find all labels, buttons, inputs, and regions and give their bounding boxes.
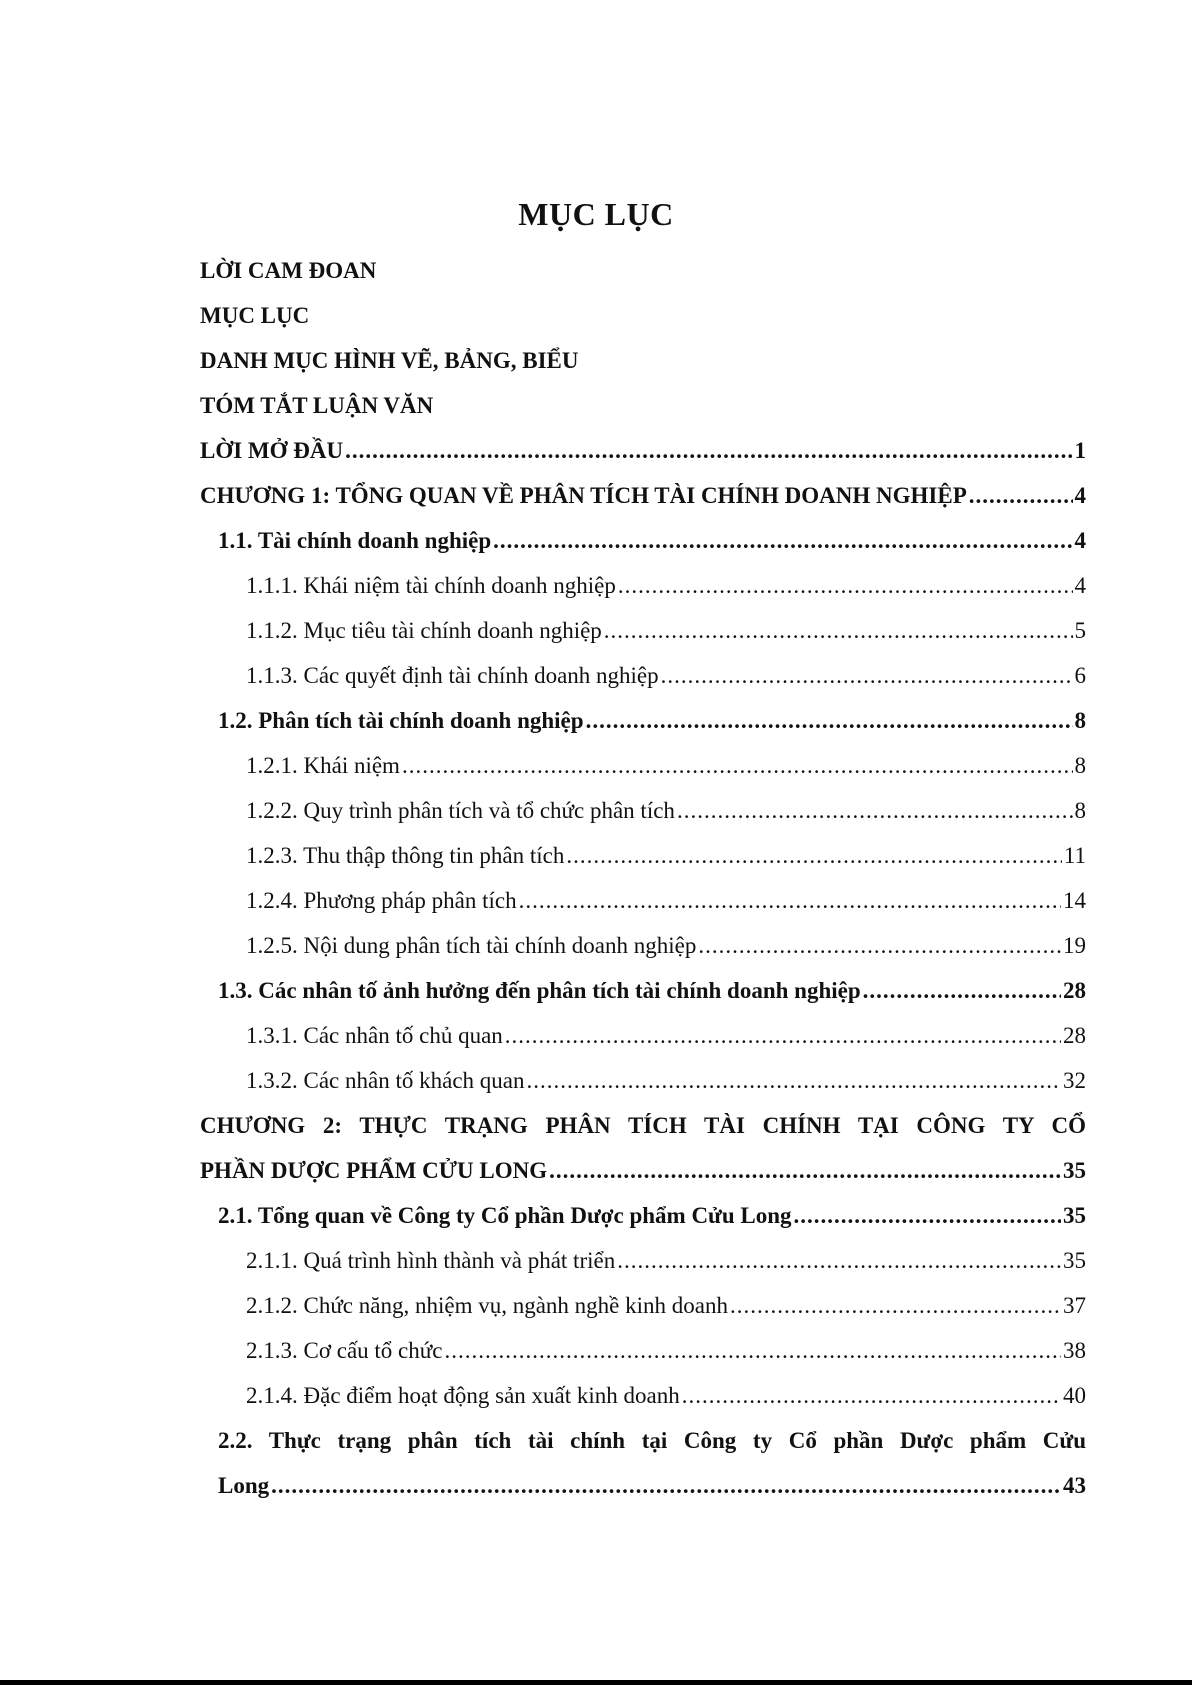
toc-entry-label: CHƯƠNG 2: THỰC TRẠNG PHÂN TÍCH TÀI CHÍNH TẠI CÔNG TY CỔ [200, 1113, 1086, 1138]
toc-page-number: 35 [1063, 1248, 1086, 1273]
toc-leader-dots [730, 1283, 1061, 1328]
toc-entry[interactable] [200, 923, 1086, 968]
toc-leader-dots [618, 563, 1073, 608]
toc-entry[interactable] [200, 1418, 1086, 1463]
toc-entry-label: 1.2.4. Phương pháp phân tích [246, 888, 517, 913]
toc-entry-label: 1.3. Các nhân tố ảnh hưởng đến phân tích tài chính doanh nghiệp [218, 978, 861, 1003]
toc-entry-label: 1.1.2. Mục tiêu tài chính doanh nghiệp [246, 618, 602, 643]
toc-entry[interactable] [200, 473, 1086, 518]
toc-leader-dots [698, 923, 1061, 968]
toc-entry[interactable] [200, 1103, 1086, 1148]
toc-page-number: 4 [1074, 483, 1086, 508]
toc-page-number: 14 [1063, 888, 1086, 913]
toc-entry[interactable] [200, 1013, 1086, 1058]
toc-entry-label: CHƯƠNG 1: TỔNG QUAN VỀ PHÂN TÍCH TÀI CHÍNH DOANH NGHIỆP [200, 483, 967, 508]
toc-leader-dots [969, 473, 1073, 518]
toc-leader-dots [549, 1148, 1061, 1193]
toc-entry[interactable] [200, 1373, 1086, 1418]
toc-entry-label: 2.1. Tổng quan về Công ty Cổ phần Dược phẩm Cửu Long [218, 1203, 792, 1228]
toc-entry[interactable] [200, 788, 1086, 833]
toc-entry-label: DANH MỤC HÌNH VẼ, BẢNG, BIỂU [200, 348, 579, 373]
toc-entry[interactable] [200, 698, 1086, 743]
toc-entry-label: 1.2.5. Nội dung phân tích tài chính doanh nghiệp [246, 933, 697, 958]
toc-leader-dots [402, 743, 1073, 788]
toc-page-number: 32 [1063, 1068, 1086, 1093]
toc-leader-dots [794, 1193, 1061, 1238]
toc-entry[interactable] [200, 338, 1086, 383]
toc-entry[interactable] [200, 833, 1086, 878]
toc-page-number: 4 [1074, 528, 1086, 553]
toc-entry-label: 2.1.3. Cơ cấu tổ chức [246, 1338, 443, 1363]
toc-entry-label: 1.3.2. Các nhân tố khách quan [246, 1068, 525, 1093]
toc-entry[interactable] [200, 1463, 1086, 1508]
toc-entry-label: 1.1.1. Khái niệm tài chính doanh nghiệp [246, 573, 616, 598]
toc-entry-label: PHẦN DƯỢC PHẨM CỬU LONG [200, 1158, 548, 1183]
toc-entry-label: 2.1.1. Quá trình hình thành và phát triển [246, 1248, 616, 1273]
toc-entry[interactable] [200, 428, 1086, 473]
toc-page-number: 11 [1063, 843, 1086, 868]
toc-entry-label: LỜI CAM ĐOAN [200, 258, 377, 283]
toc-entry-label: 1.2.1. Khái niệm [246, 753, 400, 778]
toc-entry[interactable] [200, 1148, 1086, 1193]
page-title: MỤC LỤC [518, 196, 674, 232]
toc-entry-label: Long [218, 1473, 270, 1498]
toc-entry[interactable] [200, 293, 1086, 338]
toc-entry[interactable] [200, 248, 1086, 293]
toc-page-number: 35 [1063, 1203, 1086, 1228]
toc-page-number: 28 [1063, 978, 1086, 1003]
toc-leader-dots [661, 653, 1073, 698]
toc-leader-dots [444, 1328, 1061, 1373]
page-bottom-edge [0, 1680, 1192, 1685]
toc-leader-dots [493, 518, 1072, 563]
toc-leader-dots [526, 1058, 1061, 1103]
toc-leader-dots [586, 698, 1073, 743]
toc-entry[interactable] [200, 743, 1086, 788]
toc-entry-label: 1.1. Tài chính doanh nghiệp [218, 528, 492, 553]
toc-entry-label: 2.1.2. Chức năng, nhiệm vụ, ngành nghề kinh doanh [246, 1293, 728, 1318]
toc-entry-label: LỜI MỞ ĐẦU [200, 438, 344, 463]
toc-leader-dots [566, 833, 1061, 878]
toc-leader-dots [617, 1238, 1061, 1283]
toc-entry[interactable] [200, 1238, 1086, 1283]
toc-entry[interactable] [200, 563, 1086, 608]
toc-entry-label: 2.2. Thực trạng phân tích tài chính tại Công ty Cổ phần Dược phẩm Cửu [218, 1428, 1086, 1453]
toc-entry-label: 1.2.3. Thu thập thông tin phân tích [246, 843, 565, 868]
toc-page-number: 38 [1063, 1338, 1086, 1363]
toc-entry[interactable] [200, 1328, 1086, 1373]
toc-page-number: 37 [1063, 1293, 1086, 1318]
toc-page-number: 4 [1074, 573, 1086, 598]
toc-entry-label: 1.2. Phân tích tài chính doanh nghiệp [218, 708, 584, 733]
toc-entry-label: 1.1.3. Các quyết định tài chính doanh nghiệp [246, 663, 659, 688]
toc-leader-dots [863, 968, 1061, 1013]
toc-leader-dots [604, 608, 1073, 653]
toc-page-number: 1 [1074, 438, 1086, 463]
toc-entry-label: 1.2.2. Quy trình phân tích và tổ chức phân tích [246, 798, 675, 823]
toc-leader-dots [345, 428, 1072, 473]
toc-entry[interactable] [200, 878, 1086, 923]
toc-page-number: 28 [1063, 1023, 1086, 1048]
toc-entry[interactable] [200, 1283, 1086, 1328]
toc-entry[interactable] [200, 518, 1086, 563]
toc-entry[interactable] [200, 608, 1086, 653]
toc-entry[interactable] [200, 968, 1086, 1013]
toc-page-number: 43 [1063, 1473, 1086, 1498]
toc-entry[interactable] [200, 1058, 1086, 1103]
toc-page-number: 5 [1074, 618, 1086, 643]
toc-entry[interactable] [200, 383, 1086, 428]
toc-page-number: 19 [1063, 933, 1086, 958]
toc-page-number: 8 [1074, 708, 1086, 733]
toc-entry-label: MỤC LỤC [200, 303, 310, 328]
toc-page-number: 40 [1063, 1383, 1086, 1408]
toc-page-number: 8 [1074, 753, 1086, 778]
toc-entry-label: TÓM TẮT LUẬN VĂN [200, 393, 434, 418]
toc-entry-label: 1.3.1. Các nhân tố chủ quan [246, 1023, 503, 1048]
toc-entry[interactable] [200, 1193, 1086, 1238]
toc-leader-dots [519, 878, 1061, 923]
table-of-contents [200, 248, 1086, 1508]
toc-page-number: 35 [1063, 1158, 1086, 1183]
toc-leader-dots [505, 1013, 1061, 1058]
toc-leader-dots [677, 788, 1073, 833]
toc-leader-dots [271, 1463, 1061, 1508]
toc-entry[interactable] [200, 653, 1086, 698]
toc-leader-dots [682, 1373, 1061, 1418]
toc-entry-label: 2.1.4. Đặc điểm hoạt động sản xuất kinh doanh [246, 1383, 680, 1408]
toc-page-number: 8 [1074, 798, 1086, 823]
toc-page-number: 6 [1074, 663, 1086, 688]
